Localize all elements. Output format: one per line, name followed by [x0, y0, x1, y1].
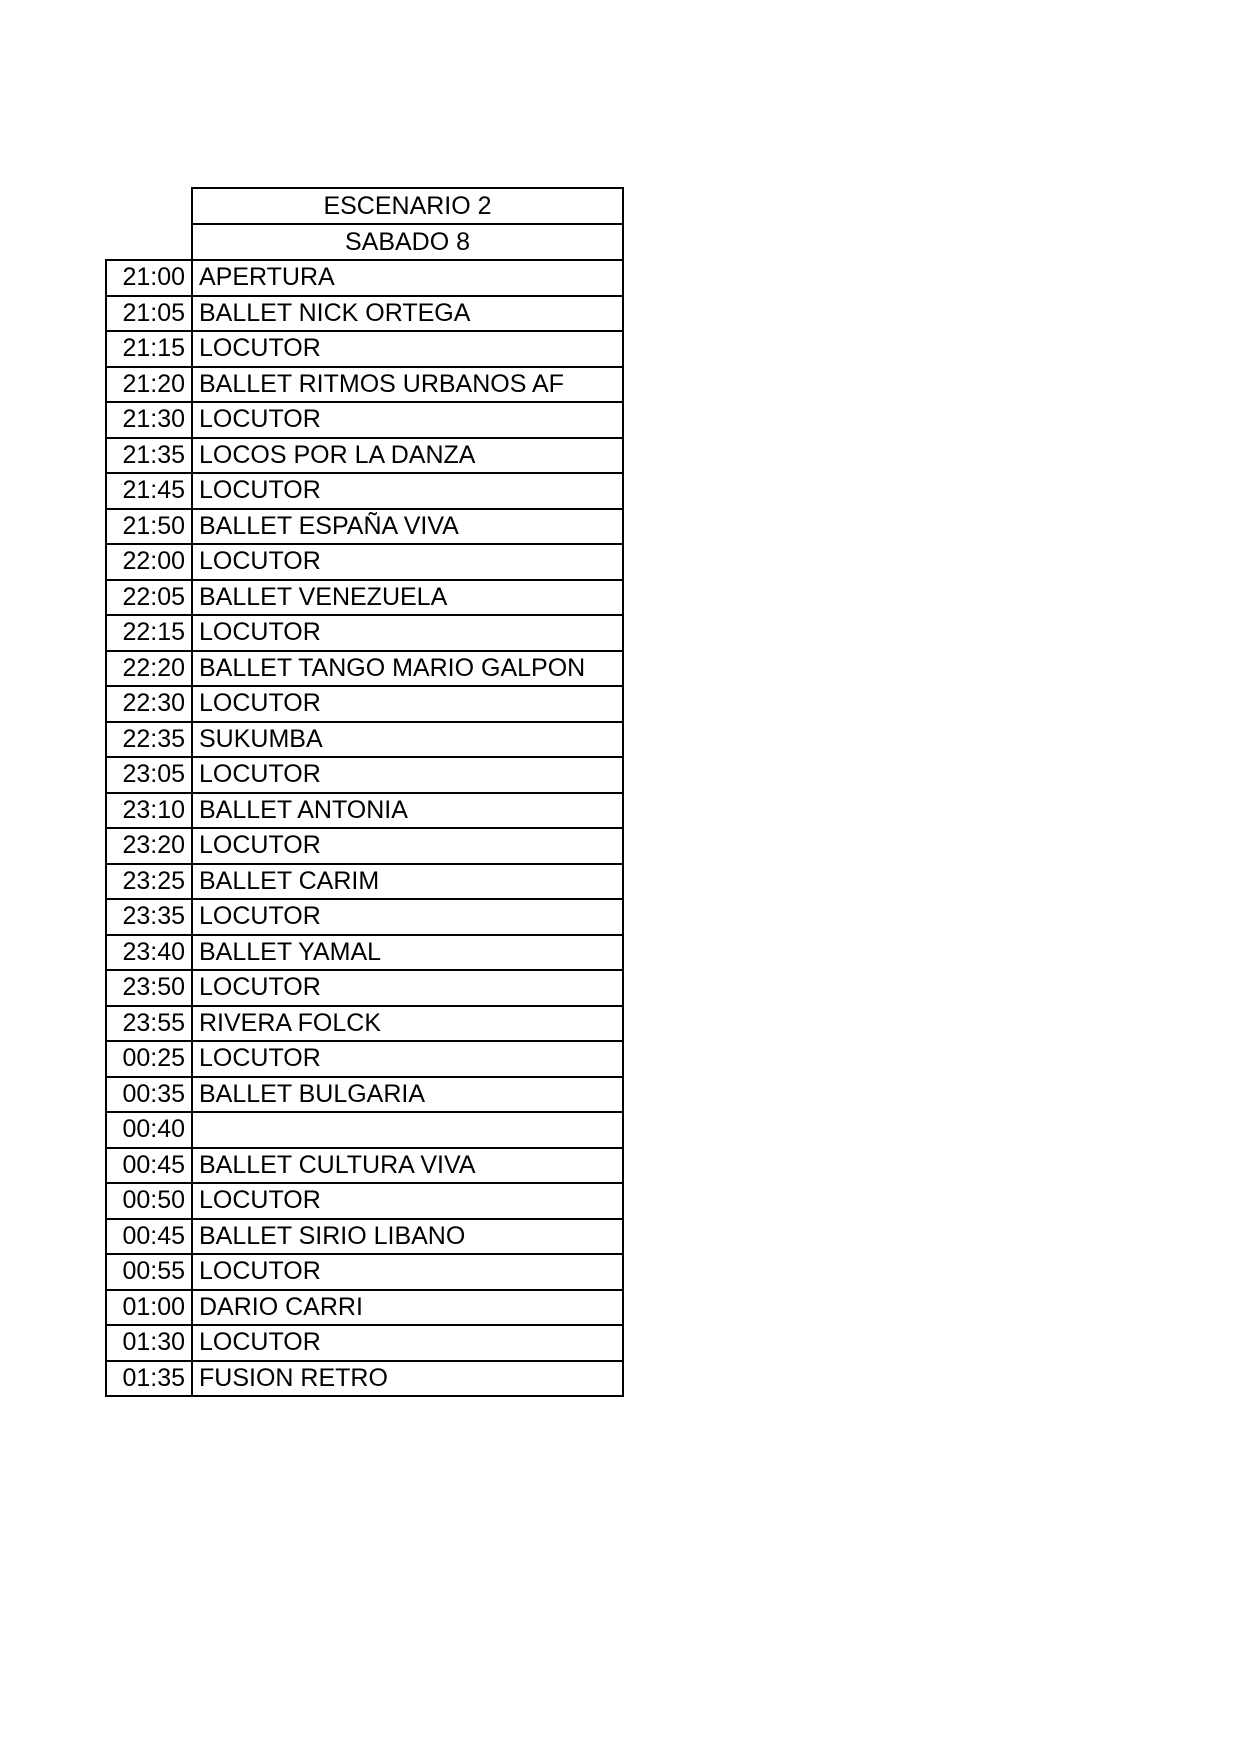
table-row	[106, 828, 623, 864]
time-cell: 22:15	[106, 615, 192, 651]
event-cell: BALLET ESPAÑA VIVA	[192, 509, 623, 545]
time-cell: 23:35	[106, 899, 192, 935]
event-cell: LOCUTOR	[192, 473, 623, 509]
event-cell: BALLET YAMAL	[192, 935, 623, 971]
event-cell: LOCUTOR	[192, 544, 623, 580]
table-title: ESCENARIO 2	[192, 188, 623, 224]
time-cell: 22:20	[106, 651, 192, 687]
table-row	[106, 1219, 623, 1255]
time-cell: 00:45	[106, 1219, 192, 1255]
table-row	[106, 651, 623, 687]
event-cell: BALLET RITMOS URBANOS AF	[192, 367, 623, 403]
event-cell: BALLET TANGO MARIO GALPON	[192, 651, 623, 687]
table-row	[106, 260, 623, 296]
table-row	[106, 864, 623, 900]
time-cell: 22:30	[106, 686, 192, 722]
event-cell: LOCUTOR	[192, 1325, 623, 1361]
time-cell: 23:05	[106, 757, 192, 793]
time-cell: 21:50	[106, 509, 192, 545]
table-row	[106, 1148, 623, 1184]
time-cell: 23:55	[106, 1006, 192, 1042]
time-cell: 23:25	[106, 864, 192, 900]
time-cell: 00:45	[106, 1148, 192, 1184]
table-row	[106, 296, 623, 332]
event-cell: SUKUMBA	[192, 722, 623, 758]
time-cell: 01:30	[106, 1325, 192, 1361]
time-cell: 21:00	[106, 260, 192, 296]
time-cell: 21:30	[106, 402, 192, 438]
time-cell: 00:40	[106, 1112, 192, 1148]
header-spacer-cell	[106, 224, 192, 260]
time-cell: 22:00	[106, 544, 192, 580]
event-cell: RIVERA FOLCK	[192, 1006, 623, 1042]
table-row	[106, 757, 623, 793]
time-cell: 23:50	[106, 970, 192, 1006]
table-row	[106, 367, 623, 403]
table-title-row	[106, 188, 623, 224]
event-cell: LOCOS POR LA DANZA	[192, 438, 623, 474]
time-cell: 01:00	[106, 1290, 192, 1326]
event-cell: BALLET VENEZUELA	[192, 580, 623, 616]
time-cell: 22:35	[106, 722, 192, 758]
table-row	[106, 1254, 623, 1290]
event-cell: LOCUTOR	[192, 402, 623, 438]
table-subtitle: SABADO 8	[192, 224, 623, 260]
event-cell: LOCUTOR	[192, 1254, 623, 1290]
event-cell: LOCUTOR	[192, 1183, 623, 1219]
table-row	[106, 1290, 623, 1326]
table-row	[106, 935, 623, 971]
table-row	[106, 1325, 623, 1361]
table-row	[106, 615, 623, 651]
table-row	[106, 544, 623, 580]
event-cell: BALLET NICK ORTEGA	[192, 296, 623, 332]
time-cell: 00:25	[106, 1041, 192, 1077]
time-cell: 22:05	[106, 580, 192, 616]
table-row	[106, 1112, 623, 1148]
event-cell: BALLET SIRIO LIBANO	[192, 1219, 623, 1255]
time-cell: 21:35	[106, 438, 192, 474]
table-row	[106, 331, 623, 367]
header-spacer-cell	[106, 188, 192, 224]
event-cell: LOCUTOR	[192, 1041, 623, 1077]
event-cell: DARIO CARRI	[192, 1290, 623, 1326]
event-cell: FUSION RETRO	[192, 1361, 623, 1397]
time-cell: 23:40	[106, 935, 192, 971]
event-cell: APERTURA	[192, 260, 623, 296]
table-row	[106, 402, 623, 438]
schedule-rows	[106, 260, 623, 1396]
time-cell: 01:35	[106, 1361, 192, 1397]
table-row	[106, 793, 623, 829]
event-cell	[192, 1112, 623, 1148]
event-cell: LOCUTOR	[192, 615, 623, 651]
table-row	[106, 1077, 623, 1113]
table-subtitle-row	[106, 224, 623, 260]
table-row	[106, 1361, 623, 1397]
table-row	[106, 438, 623, 474]
event-cell: LOCUTOR	[192, 828, 623, 864]
time-cell: 21:15	[106, 331, 192, 367]
event-cell: BALLET CULTURA VIVA	[192, 1148, 623, 1184]
event-cell: LOCUTOR	[192, 899, 623, 935]
time-cell: 00:35	[106, 1077, 192, 1113]
event-cell: LOCUTOR	[192, 686, 623, 722]
time-cell: 23:20	[106, 828, 192, 864]
table-row	[106, 899, 623, 935]
table-row	[106, 722, 623, 758]
table-row	[106, 686, 623, 722]
event-cell: LOCUTOR	[192, 331, 623, 367]
time-cell: 21:45	[106, 473, 192, 509]
time-cell: 21:20	[106, 367, 192, 403]
table-row	[106, 580, 623, 616]
time-cell: 00:50	[106, 1183, 192, 1219]
table-row	[106, 509, 623, 545]
time-cell: 23:10	[106, 793, 192, 829]
table-row	[106, 1006, 623, 1042]
event-cell: BALLET ANTONIA	[192, 793, 623, 829]
table-row	[106, 970, 623, 1006]
event-cell: LOCUTOR	[192, 757, 623, 793]
event-cell: BALLET CARIM	[192, 864, 623, 900]
table-row	[106, 1183, 623, 1219]
time-cell: 00:55	[106, 1254, 192, 1290]
time-cell: 21:05	[106, 296, 192, 332]
table-row	[106, 473, 623, 509]
event-cell: BALLET BULGARIA	[192, 1077, 623, 1113]
event-cell: LOCUTOR	[192, 970, 623, 1006]
schedule-table	[105, 187, 624, 1397]
table-row	[106, 1041, 623, 1077]
